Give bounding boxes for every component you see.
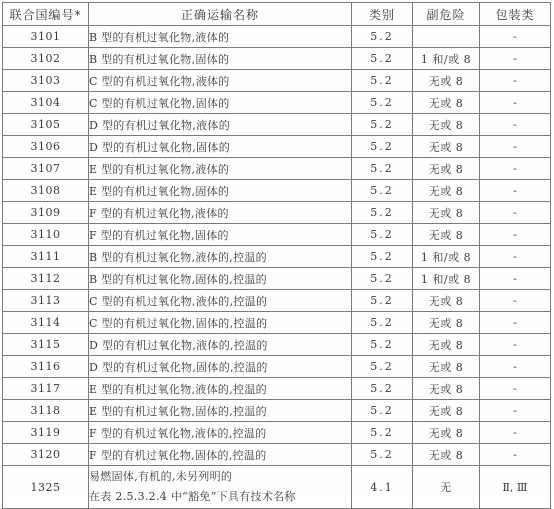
cell-subsidiary-risk: 1 和/或 8 <box>413 48 480 70</box>
cell-shipping-name: F 型的有机过氧化物,液体的 <box>89 202 352 224</box>
table-row <box>3 246 551 268</box>
cell-class: 5.2 <box>352 312 413 334</box>
header-subsidiary-risk: 副危险 <box>413 3 480 26</box>
table-row <box>3 224 551 246</box>
table-row <box>3 92 551 114</box>
cell-subsidiary-risk: 无或 8 <box>413 444 480 466</box>
table-row <box>3 444 551 466</box>
cell-shipping-name: F 型的有机过氧化物,固体的,控温的 <box>89 444 352 466</box>
cell-un-number: 3107 <box>3 158 89 180</box>
cell-un-number: 3120 <box>3 444 89 466</box>
cell-un-number: 3110 <box>3 224 89 246</box>
cell-un-number: 3104 <box>3 92 89 114</box>
table-row <box>3 158 551 180</box>
cell-packing-group: - <box>480 312 551 334</box>
table-header-row <box>3 3 551 26</box>
table-row <box>3 268 551 290</box>
cell-shipping-name: E 型的有机过氧化物,液体的,控温的 <box>89 378 352 400</box>
cell-shipping-name: E 型的有机过氧化物,固体的 <box>89 180 352 202</box>
cell-subsidiary-risk: 无或 8 <box>413 114 480 136</box>
table-row <box>3 180 551 202</box>
cell-packing-group: - <box>480 26 551 48</box>
cell-class: 5.2 <box>352 268 413 290</box>
cell-un-number: 3103 <box>3 70 89 92</box>
cell-class: 5.2 <box>352 400 413 422</box>
cell-subsidiary-risk: 无或 8 <box>413 92 480 114</box>
cell-shipping-name: D 型的有机过氧化物,液体的,控温的 <box>89 334 352 356</box>
cell-class: 5.2 <box>352 422 413 444</box>
cell-class: 5.2 <box>352 158 413 180</box>
cell-shipping-name: E 型的有机过氧化物,固体的,控温的 <box>89 400 352 422</box>
cell-un-number: 3106 <box>3 136 89 158</box>
cell-class: 5.2 <box>352 26 413 48</box>
cell-class: 5.2 <box>352 92 413 114</box>
cell-shipping-name: C 型的有机过氧化物,液体的 <box>89 70 352 92</box>
table-row <box>3 312 551 334</box>
cell-subsidiary-risk: 无或 8 <box>413 334 480 356</box>
cell-class: 5.2 <box>352 334 413 356</box>
dangerous-goods-table <box>2 2 551 509</box>
cell-un-number: 3119 <box>3 422 89 444</box>
cell-class: 5.2 <box>352 48 413 70</box>
cell-class: 5.2 <box>352 378 413 400</box>
cell-subsidiary-risk: 无或 8 <box>413 312 480 334</box>
table-body <box>3 26 551 509</box>
cell-subsidiary-risk: 无或 8 <box>413 378 480 400</box>
cell-shipping-name: B 型的有机过氧化物,液体的,控温的 <box>89 246 352 268</box>
cell-class: 5.2 <box>352 180 413 202</box>
cell-un-number: 3113 <box>3 290 89 312</box>
cell-packing-group: - <box>480 48 551 70</box>
cell-un-number: 3101 <box>3 26 89 48</box>
cell-class: 5.2 <box>352 136 413 158</box>
table-row <box>3 422 551 444</box>
cell-un-number: 1325 <box>3 466 89 509</box>
cell-subsidiary-risk: 无或 8 <box>413 136 480 158</box>
cell-shipping-name: E 型的有机过氧化物,液体的 <box>89 158 352 180</box>
header-packing-group: 包装类 <box>480 3 551 26</box>
cell-subsidiary-risk <box>413 26 480 48</box>
table-row <box>3 400 551 422</box>
table-row <box>3 202 551 224</box>
table-row <box>3 48 551 70</box>
cell-class: 5.2 <box>352 356 413 378</box>
cell-class: 5.2 <box>352 246 413 268</box>
cell-packing-group: - <box>480 246 551 268</box>
header-proper-shipping-name: 正确运输名称 <box>89 3 352 26</box>
cell-subsidiary-risk: 无或 8 <box>413 70 480 92</box>
cell-packing-group: - <box>480 422 551 444</box>
cell-shipping-name: D 型的有机过氧化物,固体的,控温的 <box>89 356 352 378</box>
cell-shipping-name: C 型的有机过氧化物,固体的 <box>89 92 352 114</box>
cell-class: 5.2 <box>352 114 413 136</box>
cell-packing-group: - <box>480 268 551 290</box>
cell-un-number: 3117 <box>3 378 89 400</box>
cell-subsidiary-risk: 无或 8 <box>413 180 480 202</box>
cell-packing-group: - <box>480 114 551 136</box>
cell-shipping-name: B 型的有机过氧化物,固体的,控温的 <box>89 268 352 290</box>
table-row <box>3 26 551 48</box>
cell-un-number: 3114 <box>3 312 89 334</box>
table-row <box>3 466 551 509</box>
cell-class: 5.2 <box>352 70 413 92</box>
header-class: 类别 <box>352 3 413 26</box>
shipping-name-line-1: 易燃固体,有机的,未另列明的 <box>89 470 233 483</box>
cell-subsidiary-risk: 1 和/或 8 <box>413 246 480 268</box>
cell-class: 5.2 <box>352 224 413 246</box>
cell-shipping-name: B 型的有机过氧化物,液体的 <box>89 26 352 48</box>
cell-un-number: 3116 <box>3 356 89 378</box>
cell-packing-group: - <box>480 158 551 180</box>
cell-shipping-name: D 型的有机过氧化物,固体的 <box>89 136 352 158</box>
cell-un-number: 3111 <box>3 246 89 268</box>
cell-un-number: 3118 <box>3 400 89 422</box>
cell-packing-group: - <box>480 70 551 92</box>
cell-shipping-name <box>89 466 352 509</box>
table-row <box>3 290 551 312</box>
cell-subsidiary-risk: 1 和/或 8 <box>413 268 480 290</box>
cell-subsidiary-risk: 无或 8 <box>413 202 480 224</box>
table-row <box>3 114 551 136</box>
cell-packing-group: - <box>480 378 551 400</box>
cell-shipping-name: C 型的有机过氧化物,固体的,控温的 <box>89 312 352 334</box>
cell-packing-group: - <box>480 400 551 422</box>
cell-packing-group: - <box>480 136 551 158</box>
cell-subsidiary-risk: 无或 8 <box>413 400 480 422</box>
cell-shipping-name: F 型的有机过氧化物,液体的,控温的 <box>89 422 352 444</box>
cell-packing-group: - <box>480 290 551 312</box>
cell-packing-group: - <box>480 92 551 114</box>
shipping-name-line-2: 在表 2.5.3.2.4 中“豁免”下具有技术名称 <box>89 490 296 503</box>
cell-un-number: 3109 <box>3 202 89 224</box>
cell-packing-group: - <box>480 202 551 224</box>
cell-shipping-name: D 型的有机过氧化物,液体的 <box>89 114 352 136</box>
cell-un-number: 3112 <box>3 268 89 290</box>
cell-packing-group: - <box>480 356 551 378</box>
cell-subsidiary-risk: 无或 8 <box>413 158 480 180</box>
cell-packing-group: - <box>480 444 551 466</box>
cell-packing-group: Ⅱ, Ⅲ <box>480 466 551 509</box>
table-row <box>3 378 551 400</box>
table-row <box>3 334 551 356</box>
cell-packing-group: - <box>480 180 551 202</box>
cell-packing-group: - <box>480 334 551 356</box>
cell-subsidiary-risk: 无或 8 <box>413 290 480 312</box>
cell-packing-group: - <box>480 224 551 246</box>
cell-class: 5.2 <box>352 444 413 466</box>
table-row <box>3 136 551 158</box>
cell-class: 5.2 <box>352 202 413 224</box>
cell-subsidiary-risk: 无或 8 <box>413 422 480 444</box>
cell-subsidiary-risk: 无 <box>413 466 480 509</box>
cell-un-number: 3108 <box>3 180 89 202</box>
cell-class: 4.1 <box>352 466 413 509</box>
cell-shipping-name: F 型的有机过氧化物,固体的 <box>89 224 352 246</box>
cell-subsidiary-risk: 无或 8 <box>413 224 480 246</box>
cell-shipping-name: B 型的有机过氧化物,固体的 <box>89 48 352 70</box>
table-row <box>3 70 551 92</box>
header-un-number: 联合国编号* <box>3 3 89 26</box>
cell-un-number: 3105 <box>3 114 89 136</box>
cell-un-number: 3102 <box>3 48 89 70</box>
cell-shipping-name: C 型的有机过氧化物,液体的,控温的 <box>89 290 352 312</box>
cell-subsidiary-risk: 无或 8 <box>413 356 480 378</box>
cell-class: 5.2 <box>352 290 413 312</box>
cell-un-number: 3115 <box>3 334 89 356</box>
table-row <box>3 356 551 378</box>
